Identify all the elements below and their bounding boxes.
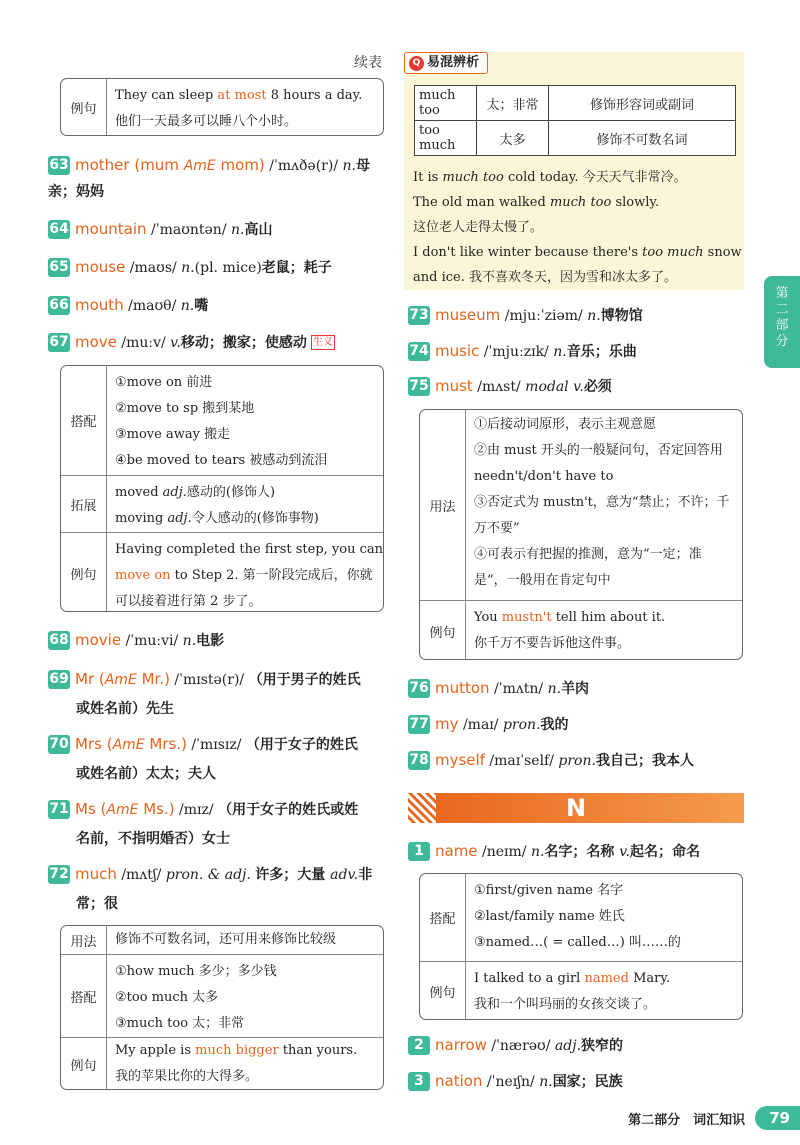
box-line: ①first/given name 名字 bbox=[474, 883, 624, 898]
box-line: 是”，一般用在肯定句中 bbox=[474, 573, 611, 588]
entry-mr: 69 Mr (AmE Mr.) /ˈmɪstə(r)/ （用于男子的姓氏 或姓名前）先生 bbox=[49, 670, 361, 717]
magnifier-icon: Q bbox=[409, 56, 424, 71]
box-line: ③much too 太；非常 bbox=[115, 1016, 245, 1031]
box-line: ④可表示有把握的推测，意为“一定；准 bbox=[474, 547, 702, 562]
usage-box-much: 用法 修饰不可数名词，还可用来修饰比较级 搭配 ①how much 多少；多少钱 ②too much 太多 ③much too 太；非常 例句 My apple is much bigger than yours. 我的苹果比你的大得多。 bbox=[60, 925, 384, 1090]
entry-narrow: 2 narrow /ˈnærəʊ/ adj.狭窄的 bbox=[408, 1032, 623, 1059]
entry-music: 74 music /ˈmjuːzɪk/ n.音乐；乐曲 bbox=[409, 342, 637, 360]
entry-myself: 78 myself /maɪˈself/ pron.我自己；我本人 bbox=[409, 751, 694, 769]
part-side-tab: 第 二 部 分 bbox=[764, 276, 800, 368]
confusion-cell-usage: 修饰不可数名词 bbox=[549, 121, 736, 156]
box-label: 例句 bbox=[61, 79, 107, 135]
confusion-cell-word: much too bbox=[415, 86, 477, 121]
entry-move: 67 move /muːv/ v.移动；搬家；使感动 生义 bbox=[49, 333, 333, 351]
entry-nation: 3 nation /ˈneɪʃn/ n.国家；民族 bbox=[408, 1068, 623, 1095]
confusion-cell-usage: 修饰形容词或副词 bbox=[549, 86, 736, 121]
box-line: 万不要” bbox=[474, 521, 520, 536]
confusion-cell-meaning: 太；非常 bbox=[477, 86, 549, 121]
confusion-table bbox=[414, 85, 736, 156]
box-line: ①move on 前进 bbox=[115, 375, 213, 390]
badge-extended-meaning: 生义 bbox=[312, 337, 333, 348]
entry-museum: 73 museum /mjuːˈziəm/ n.博物馆 bbox=[409, 306, 643, 324]
box-line: ①how much 多少；多少钱 bbox=[115, 964, 277, 979]
box-line: needn't/don't have to bbox=[474, 469, 614, 484]
usage-box-move: 搭配 ①move on 前进 ②move to sp 搬到某地 ③move away 搬走 ④be moved to tears 被感动到流泪 拓展 moved adj.感动的(修饰人) moving adj.令人感动的(修饰事物) 例句 Having completed the first step, you can move on to Step 2. 第一阶段完成后，你就 可以接着进行第 2 步了。 bbox=[60, 365, 384, 612]
box-line: ②由 must 开头的一般疑问句，否定回答用 bbox=[474, 443, 723, 458]
box-line: ②last/family name 姓氏 bbox=[474, 909, 625, 924]
confusion-row bbox=[415, 86, 736, 121]
page-number: 79 bbox=[755, 1106, 800, 1130]
box-line: ③否定式为 mustn't，意为“禁止；不许；千 bbox=[474, 495, 730, 510]
box-line: ②too much 太多 bbox=[115, 990, 219, 1005]
example-box-at-most: 例句 They can sleep at most 8 hours a day. 他们一天最多可以睡八个小时。 bbox=[60, 78, 384, 136]
box-line: ③named…( = called…) 叫……的 bbox=[474, 935, 681, 950]
box-line: ①后接动词原形，表示主观意愿 bbox=[474, 417, 657, 432]
entry-mouth: 66 mouth /maʊθ/ n.嘴 bbox=[49, 296, 209, 314]
page-footer bbox=[628, 1106, 800, 1130]
entry-mouse: 65 mouse /maʊs/ n.(pl. mice)老鼠；耗子 bbox=[49, 258, 332, 276]
entry-name: 1 name /neɪm/ n.名字；名称 v.起名；命名 bbox=[408, 838, 700, 865]
entry-mother: 63 mother (mum AmE mom) /ˈmʌðə(r)/ n.母亲；妈妈 bbox=[48, 156, 370, 200]
usage-box-name: 搭配 ①first/given name 名字 ②last/family name 姓氏 ③named…( = called…) 叫……的 例句 I talked to a girl named Mary. 我和一个叫玛丽的女孩交谈了。 bbox=[419, 873, 743, 1020]
entry-mrs: 70 Mrs (AmE Mrs.) /ˈmɪsɪz/ （用于女子的姓氏 或姓名前）太太；夫人 bbox=[49, 735, 358, 782]
entry-ms: 71 Ms (AmE Ms.) /mɪz/ （用于女子的姓氏或姓 名前，不指明婚否）女士 bbox=[49, 800, 359, 847]
entry-mountain: 64 mountain /ˈmaʊntən/ n.高山 bbox=[49, 220, 273, 238]
entry-my: 77 my /maɪ/ pron.我的 bbox=[409, 715, 569, 733]
entry-much: 72 much /mʌtʃ/ pron. & adj. 许多；大量 adv.非 常；很 bbox=[49, 865, 373, 912]
confusion-analysis-title: Q 易混辨析 bbox=[404, 52, 488, 74]
entry-movie: 68 movie /ˈmuːvi/ n.电影 bbox=[49, 631, 225, 649]
box-line: ③move away 搬走 bbox=[115, 427, 231, 442]
entry-mutton: 76 mutton /ˈmʌtn/ n.羊肉 bbox=[409, 679, 590, 697]
box-line: ②move to sp 搬到某地 bbox=[115, 401, 255, 416]
footer-part-label: 第二部分 词汇知识 bbox=[628, 1112, 746, 1128]
section-header-n: N bbox=[408, 793, 744, 823]
confusion-analysis-panel: much too 太；非常 修饰形容词或副词 too much 太多 修饰不可数名词 It is much too cold today. 今天天气非常冷。 The old man walked much too slowly. 这位老人走得太慢了。 I don't like winter because there's too much snow and ice. 我不喜欢冬天，因为雪和冰太多了。 bbox=[404, 52, 744, 290]
confusion-cell-meaning: 太多 bbox=[477, 121, 549, 156]
entry-must: 75 must /mʌst/ modal v.必须 bbox=[409, 377, 612, 395]
usage-box-must: 用法 ①后接动词原形，表示主观意愿 ②由 must 开头的一般疑问句，否定回答用 needn't/don't have to ③否定式为 mustn't，意为“禁止；不许；千 万不要” ④可表示有把握的推测，意为“一定；准 是”，一般用在肯定句中 例句 You mustn't tell him about it. 你千万不要告诉他这件事。 bbox=[419, 409, 743, 660]
confusion-cell-word: too much bbox=[415, 121, 477, 156]
confusion-row bbox=[415, 121, 736, 156]
continued-label: 续表 bbox=[354, 55, 382, 71]
box-line: ④be moved to tears 被感动到流泪 bbox=[115, 453, 328, 468]
